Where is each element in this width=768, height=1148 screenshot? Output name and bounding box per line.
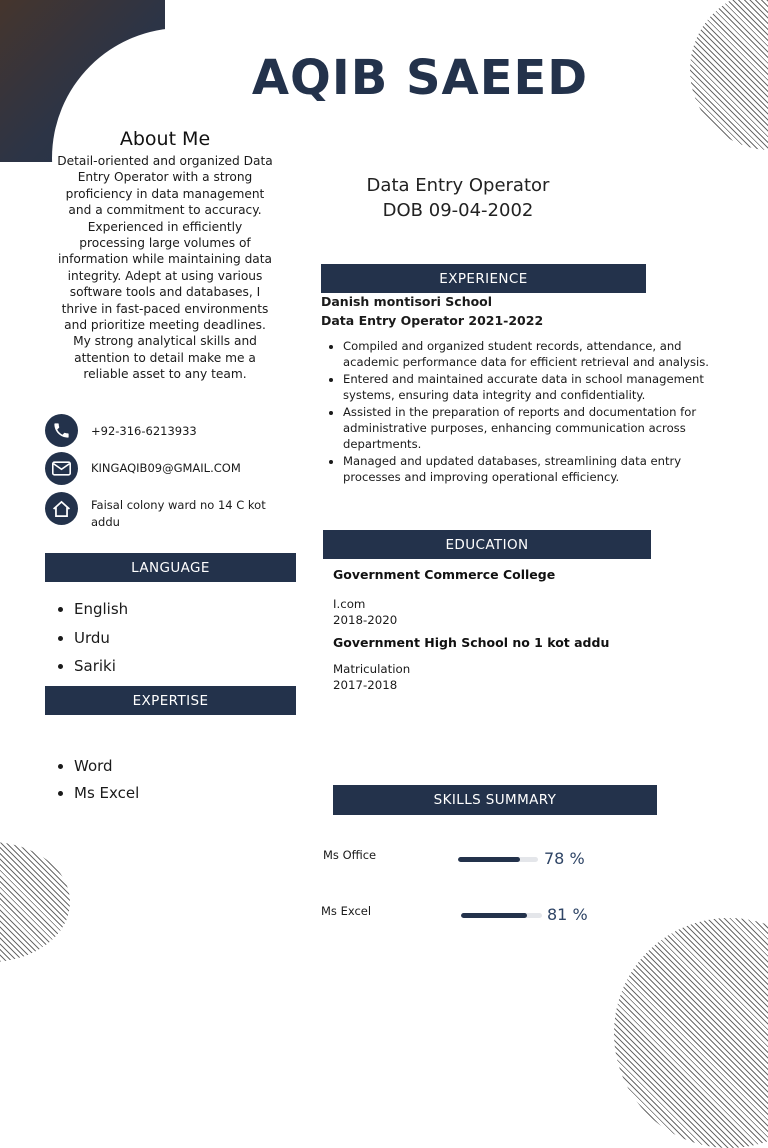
contact-address: Faisal colony ward no 14 C kot addu	[91, 498, 266, 529]
skill-bar-track	[458, 857, 538, 862]
education-degree: I.com	[333, 597, 366, 611]
candidate-name: AQIB SAEED	[251, 50, 589, 106]
skill-bar-track	[461, 913, 542, 918]
list-item: • Entered and maintained accurate data in school management systems, ensuring data integrity and confidentiality.	[343, 371, 711, 404]
experience-position: Data Entry Operator 2021-2022	[321, 312, 544, 328]
experience-header	[321, 293, 651, 330]
phone-icon	[45, 414, 78, 447]
skill-percent: 81 %	[547, 905, 588, 924]
list-item: • Compiled and organized student records, attendance, and academic performance data for efficient retrieval and analysis.	[343, 338, 711, 371]
skill-percent: 78 %	[544, 849, 585, 868]
list-item: • Sariki	[74, 652, 294, 681]
experience-company: Danish montisori School	[321, 294, 493, 309]
education-details	[333, 662, 410, 693]
skills-heading: SKILLS SUMMARY	[333, 785, 657, 815]
skill-label: Ms Excel	[321, 904, 372, 918]
hatched-circle-decoration	[690, 0, 768, 150]
education-school: Government High School no 1 kot addu	[333, 635, 610, 650]
experience-heading: EXPERIENCE	[321, 264, 646, 293]
list-item: • Ms Excel	[74, 780, 294, 807]
education-years: 2018-2020	[333, 612, 398, 627]
list-item: • Word	[74, 753, 294, 780]
hatched-circle-decoration	[614, 918, 768, 1148]
education-details	[333, 597, 397, 628]
job-title: Data Entry Operator	[366, 175, 550, 196]
expertise-list	[52, 753, 294, 807]
list-item: • Managed and updated databases, streamlining data entry processes and improving operational efficiency.	[343, 453, 711, 486]
role-block	[320, 173, 596, 223]
skill-bar-fill	[458, 857, 520, 862]
home-icon	[45, 492, 78, 525]
date-of-birth: DOB 09-04-2002	[382, 200, 534, 221]
education-degree: Matriculation	[333, 662, 411, 676]
education-heading: EDUCATION	[323, 530, 651, 559]
list-item: • Urdu	[74, 624, 294, 653]
language-list	[52, 595, 294, 681]
about-text: Detail-oriented and organized Data Entry Operator with a strong proficiency in data management and a commitment to accuracy. Experienced in efficiently processing large volumes of information while maintaining data integrity. Adept at using various software tools and databases, I thrive in fast-paced environments and prioritize meeting deadlines. My strong analytical skills and attention to detail make me a reliable asset to any team.	[57, 154, 273, 382]
list-item: • English	[74, 595, 294, 624]
hatched-circle-decoration	[0, 842, 70, 962]
expertise-heading: EXPERTISE	[45, 686, 296, 715]
list-item: • Assisted in the preparation of reports and documentation for administrative purposes, enhancing communication across departments.	[343, 404, 711, 453]
contact-email[interactable]: KINGAQIB09@GMAIL.COM	[91, 461, 241, 475]
contact-phone[interactable]: +92-316-6213933	[91, 424, 197, 438]
email-icon	[45, 452, 78, 485]
education-years: 2017-2018	[333, 677, 398, 692]
language-heading: LANGUAGE	[45, 553, 296, 582]
education-school: Government Commerce College	[333, 567, 556, 582]
experience-bullets	[321, 338, 711, 486]
skill-bar-fill	[461, 913, 527, 918]
skill-label: Ms Office	[323, 848, 377, 862]
about-title: About Me	[119, 128, 211, 150]
